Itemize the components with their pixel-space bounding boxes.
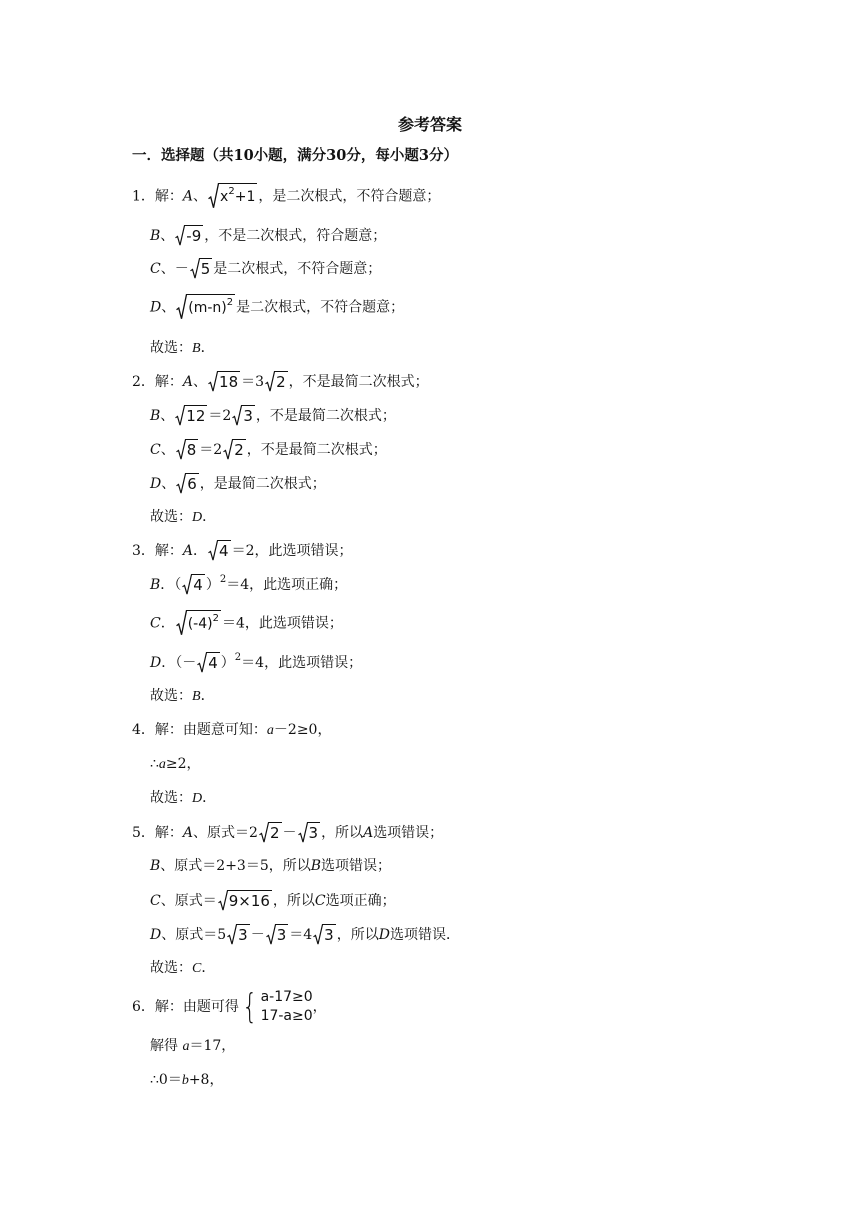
q1-answer: 故选：B． (150, 340, 215, 356)
radical: 12 (175, 405, 207, 427)
q6-line-3: ∴0＝b+8， (150, 1072, 224, 1088)
radical: 4 (197, 652, 220, 674)
q5-answer: 故选：C． (150, 960, 216, 976)
q4-answer: 故选：D． (150, 790, 217, 806)
section-heading: 一．选择题（共10小题，满分30分，每小题3分） (132, 147, 458, 164)
radical: $(-4)^2$ (176, 610, 221, 637)
radical: 3 (298, 822, 321, 844)
q2-line-d: D、 6 ，是最简二次根式； (150, 475, 326, 493)
q6-line-2: 解得 a＝17， (150, 1038, 236, 1054)
radical: 2 (223, 439, 246, 461)
q6-line-1: 6．解：由题可得 { a-17≥0 17-a≥0 ， (132, 987, 327, 1027)
q3-line-b: B．（ 4 ）$^2$＝4，此选项正确； (150, 574, 348, 594)
q3-line-c: C． $(-4)^2$ ＝4，此选项错误； (150, 610, 343, 637)
q5-line-a: 5．解：A、原式＝2 2 － 3 ，所以A选项错误； (132, 824, 444, 842)
q2-line-b: B、 12 ＝2 3 ，不是最简二次根式； (150, 407, 396, 425)
q4-line-2: ∴a≥2， (150, 756, 201, 772)
radical: 2 (259, 822, 282, 844)
q3-answer: 故选：B． (150, 688, 215, 704)
radical: -9 (175, 225, 203, 247)
inequality-system: { a-17≥0 17-a≥0 (242, 987, 313, 1027)
q1-line-a: 1．解：A、 $x^2+1$ ，是二次根式，不符合题意； (132, 183, 440, 210)
page-title: 参考答案 (397, 115, 462, 134)
radical: 5 (190, 258, 213, 280)
radical: 8 (176, 439, 199, 461)
q1-line-b: B、 -9 ，不是二次根式，符合题意； (150, 227, 387, 245)
radical: $(m-n)^2$ (176, 294, 235, 321)
radical: 3 (227, 924, 250, 946)
q1-line-d: D、 $(m-n)^2$ 是二次根式，不符合题意； (150, 294, 404, 321)
q4-line-1: 4．解：由题意可知：a－2≥0， (132, 722, 332, 738)
q2-line-a: 2．解：A、 18 ＝3 2 ，不是最简二次根式； (132, 373, 429, 391)
q1-line-c: C、－ 5 是二次根式，不符合题意； (150, 260, 382, 278)
radical: 3 (232, 405, 255, 427)
q2-line-c: C、 8 ＝2 2 ，不是最简二次根式； (150, 441, 387, 459)
q2-answer: 故选：D． (150, 509, 217, 525)
radical: 3 (266, 924, 289, 946)
q3-line-a: 3．解：A． 4 ＝2，此选项错误； (132, 542, 353, 560)
q5-line-b: B、原式＝2+3＝5，所以B选项错误； (150, 858, 392, 874)
radical: 4 (182, 574, 205, 596)
radical: 6 (176, 473, 199, 495)
radical: 2 (265, 371, 288, 393)
radical: 9×16 (218, 890, 272, 912)
radical: 18 (208, 371, 240, 393)
q3-line-d: D．（－ 4 ）$^2$＝4，此选项错误； (150, 652, 363, 672)
radical: 4 (208, 540, 231, 562)
q5-line-d: D、原式＝5 3 － 3 ＝4 3 ，所以D选项错误． (150, 926, 460, 944)
brace-icon: { (242, 987, 258, 1027)
radical: $x^2+1$ (208, 183, 257, 210)
radical: 3 (313, 924, 336, 946)
q5-line-c: C、原式＝ 9×16 ，所以C选项正确； (150, 892, 396, 910)
